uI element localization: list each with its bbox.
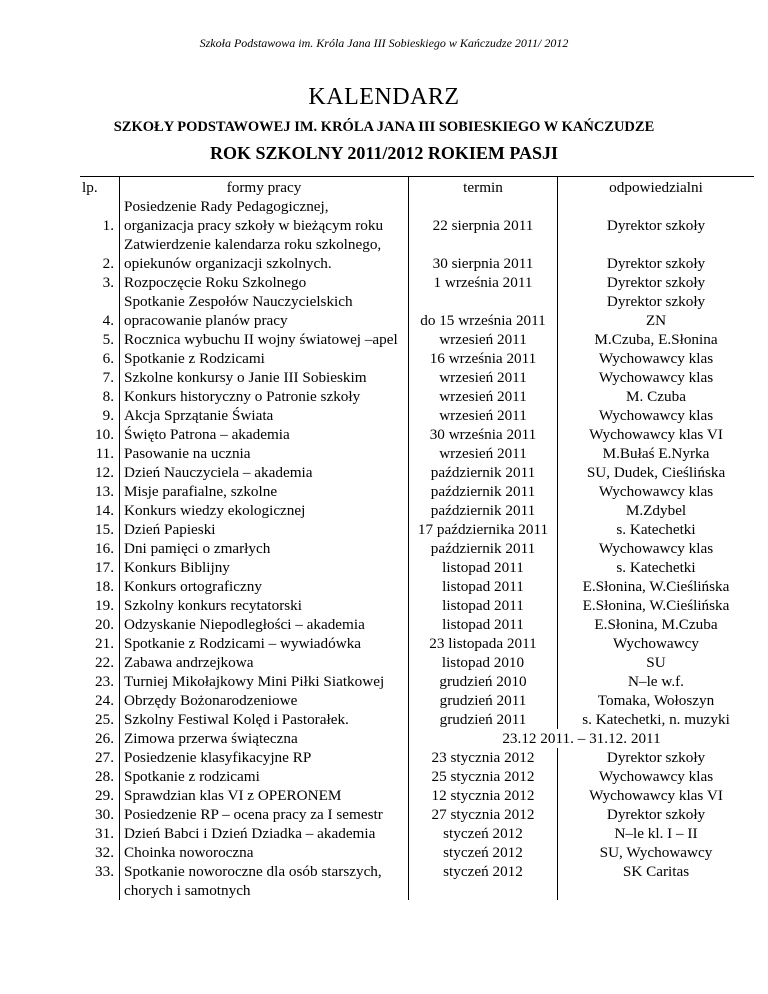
table-row [80, 748, 754, 767]
row-number: 1. [102, 217, 114, 234]
table-row [80, 824, 754, 843]
activity-line: Sprawdzian klas VI z OPERONEM [124, 787, 342, 804]
row-number: 21. [95, 635, 114, 652]
row-number: 30. [95, 806, 114, 823]
activity-form [120, 273, 409, 292]
row-number: 27. [95, 749, 114, 766]
responsible-person: SK Caritas [558, 862, 755, 900]
table-row [80, 368, 754, 387]
term-date: grudzień 2011 [409, 710, 558, 729]
row-number: 29. [95, 787, 114, 804]
table-row [80, 482, 754, 501]
responsible-person: E.Słonina, M.Czuba [558, 615, 755, 634]
school-year-heading: ROK SZKOLNY 2011/2012 ROKIEM PASJI [209, 143, 559, 163]
row-number: 23. [95, 673, 114, 690]
responsible-person: Dyrektor szkoły [558, 235, 755, 273]
term-date: październik 2011 [409, 463, 558, 482]
term-date: 27 stycznia 2012 [409, 805, 558, 824]
activity-line: organizacja pracy szkoły w bieżącym roku [124, 217, 384, 234]
table-row [80, 862, 754, 900]
table-row [80, 387, 754, 406]
row-number: 7. [102, 369, 114, 386]
responsible-person: s. Katechetki [558, 558, 755, 577]
table-row [80, 501, 754, 520]
responsible-person: Wychowawcy klas [558, 349, 755, 368]
activity-form [120, 292, 409, 330]
activity-line: Posiedzenie Rady Pedagogicznej, [124, 198, 329, 215]
term-date: październik 2011 [409, 482, 558, 501]
row-number: 28. [95, 768, 114, 785]
term-date: 16 września 2011 [409, 349, 558, 368]
activity-line: Spotkanie z rodzicami [124, 768, 260, 785]
responsible-person: M.Bułaś E.Nyrka [558, 444, 755, 463]
activity-form [120, 406, 409, 425]
row-number: 12. [95, 464, 114, 481]
row-number: 2. [102, 255, 114, 272]
activity-form [120, 748, 409, 767]
responsible-person: E.Słonina, W.Cieślińska [558, 577, 755, 596]
row-number: 33. [95, 863, 114, 880]
table-row [80, 463, 754, 482]
row-number: 11. [95, 445, 114, 462]
responsible-person: Wychowawcy klas VI [558, 786, 755, 805]
activity-line: Choinka noworoczna [124, 844, 254, 861]
activity-line: Szkolny Festiwal Kolęd i Pastorałek. [124, 711, 349, 728]
activity-line: chorych i samotnych [124, 882, 251, 899]
responsible-person: s. Katechetki [558, 520, 755, 539]
activity-form [120, 444, 409, 463]
term-date: styczeń 2012 [409, 843, 558, 862]
responsible-person: M.Czuba, E.Słonina [558, 330, 755, 349]
responsible-person: s. Katechetki, n. muzyki [558, 710, 755, 729]
activity-line: Zabawa andrzejkowa [124, 654, 254, 671]
responsible-person: Tomaka, Wołoszyn [558, 691, 755, 710]
responsible-person: M.Zdybel [558, 501, 755, 520]
table-row [80, 805, 754, 824]
term-date: 17 października 2011 [409, 520, 558, 539]
column-header-lp: lp. [82, 179, 98, 196]
row-number: 8. [102, 388, 114, 405]
page-header: Szkoła Podstawowa im. Króla Jana III Sobieskiego w Kańczudze 2011/ 2012 [199, 36, 569, 50]
row-number: 22. [95, 654, 114, 671]
row-number: 4. [102, 312, 114, 329]
table-row [80, 444, 754, 463]
table-row [80, 634, 754, 653]
responsible-person: SU, Dudek, Cieślińska [558, 463, 755, 482]
table-row [80, 653, 754, 672]
activity-line: Misje parafialne, szkolne [124, 483, 278, 500]
activity-form [120, 634, 409, 653]
activity-form [120, 786, 409, 805]
activity-line: Rozpoczęcie Roku Szkolnego [124, 274, 307, 291]
responsible-person: N–le w.f. [558, 672, 755, 691]
responsible-person: Dyrektor szkoły [558, 197, 755, 235]
activity-form [120, 596, 409, 615]
table-row [80, 406, 754, 425]
row-number: 6. [102, 350, 114, 367]
activity-form [120, 653, 409, 672]
row-number: 17. [95, 559, 114, 576]
activity-line: Święto Patrona – akademia [124, 426, 290, 443]
activity-line: Posiedzenie RP – ocena pracy za I semestr [124, 806, 383, 823]
row-number: 25. [95, 711, 114, 728]
responsible-person: Wychowawcy klas [558, 767, 755, 786]
table-row [80, 330, 754, 349]
row-number: 9. [102, 407, 114, 424]
term-date: listopad 2011 [409, 596, 558, 615]
row-number: 26. [95, 730, 114, 747]
responsible-person: Wychowawcy klas [558, 539, 755, 558]
activity-line: Pasowanie na ucznia [124, 445, 251, 462]
row-number: 19. [95, 597, 114, 614]
activity-line: Konkurs historyczny o Patronie szkoły [124, 388, 361, 405]
responsible-person: SU, Wychowawcy [558, 843, 755, 862]
term-date: 23 stycznia 2012 [409, 748, 558, 767]
activity-line: Spotkanie Zespołów Nauczycielskich [124, 293, 353, 310]
activity-line: Obrzędy Bożonarodzeniowe [124, 692, 298, 709]
activity-line: Turniej Mikołajkowy Mini Piłki Siatkowej [124, 673, 385, 690]
table-row [80, 691, 754, 710]
term-span: 23.12 2011. – 31.12. 2011 [409, 729, 755, 748]
activity-form [120, 330, 409, 349]
responsible-person: E.Słonina, W.Cieślińska [558, 596, 755, 615]
term-date: wrzesień 2011 [409, 387, 558, 406]
row-number: 31. [95, 825, 114, 842]
table-row [80, 843, 754, 862]
row-number: 10. [95, 426, 114, 443]
activity-line: Dni pamięci o zmarłych [124, 540, 271, 557]
table-row [80, 672, 754, 691]
table-row [80, 349, 754, 368]
activity-line: Dzień Papieski [124, 521, 216, 538]
activity-form [120, 843, 409, 862]
activity-line: Konkurs wiedzy ekologicznej [124, 502, 306, 519]
table-row [80, 767, 754, 786]
term-date: do 15 września 2011 [409, 292, 558, 330]
row-number: 14. [95, 502, 114, 519]
row-number: 16. [95, 540, 114, 557]
table-row [80, 729, 754, 748]
activity-form [120, 862, 409, 900]
activity-form [120, 824, 409, 843]
activity-line: Szkolne konkursy o Janie III Sobieskim [124, 369, 367, 386]
activity-line: Dzień Babci i Dzień Dziadka – akademia [124, 825, 376, 842]
table-row [80, 596, 754, 615]
responsible-person: Wychowawcy klas [558, 482, 755, 501]
term-date: wrzesień 2011 [409, 444, 558, 463]
activity-form [120, 501, 409, 520]
term-date: październik 2011 [409, 501, 558, 520]
activity-form [120, 387, 409, 406]
activity-form [120, 615, 409, 634]
term-date: 30 sierpnia 2011 [409, 235, 558, 273]
activity-line: Dzień Nauczyciela – akademia [124, 464, 313, 481]
activity-form [120, 482, 409, 501]
table-header-row [80, 177, 754, 198]
activity-line: Konkurs Biblijny [124, 559, 230, 576]
term-date: wrzesień 2011 [409, 330, 558, 349]
term-date: wrzesień 2011 [409, 368, 558, 387]
term-date: styczeń 2012 [409, 862, 558, 900]
activity-line: Spotkanie z Rodzicami [124, 350, 265, 367]
term-date: 22 sierpnia 2011 [409, 197, 558, 235]
activity-form [120, 558, 409, 577]
calendar-body [80, 197, 754, 900]
responsible-person: Wychowawcy klas [558, 368, 755, 387]
document-subtitle: SZKOŁY PODSTAWOWEJ IM. KRÓLA JANA III SOBIESKIEGO W KAŃCZUDZE [113, 119, 655, 135]
responsible-person: Wychowawcy [558, 634, 755, 653]
table-row [80, 710, 754, 729]
table-row [80, 425, 754, 444]
row-number: 3. [102, 274, 114, 291]
activity-form [120, 235, 409, 273]
responsible-person: N–le kl. I – II [558, 824, 755, 843]
term-date: listopad 2011 [409, 577, 558, 596]
term-date: grudzień 2011 [409, 691, 558, 710]
activity-form [120, 349, 409, 368]
term-date: 23 listopada 2011 [409, 634, 558, 653]
activity-form [120, 539, 409, 558]
term-date: listopad 2011 [409, 615, 558, 634]
table-row [80, 197, 754, 235]
activity-line: Szkolny konkurs recytatorski [124, 597, 303, 614]
table-row [80, 577, 754, 596]
activity-line: Odzyskanie Niepodległości – akademia [124, 616, 365, 633]
activity-line: Zimowa przerwa świąteczna [124, 730, 298, 747]
row-number: 32. [95, 844, 114, 861]
activity-form [120, 577, 409, 596]
row-number: 20. [95, 616, 114, 633]
row-number: 5. [102, 331, 114, 348]
activity-line: opiekunów organizacji szkolnych. [124, 255, 332, 272]
term-date: listopad 2010 [409, 653, 558, 672]
activity-line: Rocznica wybuchu II wojny światowej –apel [124, 331, 398, 348]
activity-line: opracowanie planów pracy [124, 312, 288, 329]
activity-line: Zatwierdzenie kalendarza roku szkolnego, [124, 236, 382, 253]
table-row [80, 520, 754, 539]
activity-line: Konkurs ortograficzny [124, 578, 262, 595]
activity-form [120, 368, 409, 387]
calendar-table [80, 176, 754, 900]
responsible-line: ZN [645, 312, 667, 329]
row-number: 13. [95, 483, 114, 500]
column-header-term: termin [409, 177, 558, 198]
column-header-form: formy pracy [120, 177, 409, 198]
responsible-person: Dyrektor szkoły [558, 805, 755, 824]
term-date: 25 stycznia 2012 [409, 767, 558, 786]
document-title: KALENDARZ [308, 84, 460, 110]
responsible-person [558, 292, 755, 330]
activity-form [120, 805, 409, 824]
activity-form [120, 710, 409, 729]
row-number: 18. [95, 578, 114, 595]
activity-form [120, 425, 409, 444]
table-row [80, 273, 754, 292]
activity-line: Spotkanie z Rodzicami – wywiadówka [124, 635, 362, 652]
activity-form [120, 197, 409, 235]
activity-form [120, 691, 409, 710]
table-row [80, 235, 754, 273]
table-row [80, 539, 754, 558]
responsible-person: Dyrektor szkoły [558, 273, 755, 292]
term-date: grudzień 2010 [409, 672, 558, 691]
activity-form [120, 767, 409, 786]
term-date: 12 stycznia 2012 [409, 786, 558, 805]
responsible-person: SU [558, 653, 755, 672]
responsible-person: Wychowawcy klas [558, 406, 755, 425]
activity-form [120, 729, 409, 748]
term-date: 30 września 2011 [409, 425, 558, 444]
responsible-person: Dyrektor szkoły [558, 748, 755, 767]
responsible-line: Dyrektor szkoły [606, 293, 706, 310]
activity-form [120, 672, 409, 691]
row-number: 24. [95, 692, 114, 709]
term-date: wrzesień 2011 [409, 406, 558, 425]
row-number: 15. [95, 521, 114, 538]
table-row [80, 292, 754, 330]
activity-line: Posiedzenie klasyfikacyjne RP [124, 749, 312, 766]
responsible-person: M. Czuba [558, 387, 755, 406]
table-row [80, 615, 754, 634]
responsible-person: Wychowawcy klas VI [558, 425, 755, 444]
term-date: październik 2011 [409, 539, 558, 558]
term-date: styczeń 2012 [409, 824, 558, 843]
activity-form [120, 520, 409, 539]
table-row [80, 786, 754, 805]
term-date: 1 września 2011 [409, 273, 558, 292]
activity-form [120, 463, 409, 482]
column-header-responsible: odpowiedzialni [558, 177, 755, 198]
table-row [80, 558, 754, 577]
activity-line: Akcja Sprzątanie Świata [124, 407, 274, 424]
activity-line: Spotkanie noworoczne dla osób starszych, [124, 863, 382, 880]
term-date: listopad 2011 [409, 558, 558, 577]
